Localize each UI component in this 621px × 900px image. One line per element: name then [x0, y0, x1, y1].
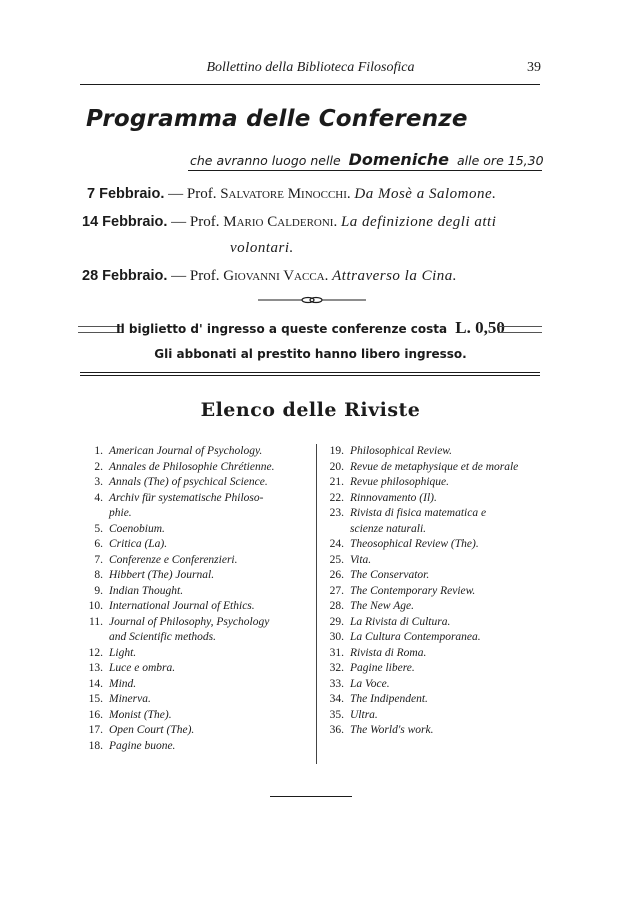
journal-title-cont: scienze naturali. — [350, 522, 427, 535]
journal-title: Hibbert (The) Journal. — [109, 569, 215, 581]
journal-item — [329, 692, 550, 708]
journal-number: 5. — [94, 522, 103, 535]
ticket-text: Il biglietto d' ingresso a queste conferenze costa — [116, 322, 448, 336]
journal-number: 30. — [329, 631, 344, 643]
journal-title: La Cultura Contemporanea. — [350, 631, 481, 643]
journal-item — [329, 553, 550, 569]
journal-number: 34. — [329, 693, 344, 705]
page-number: 39 — [527, 60, 541, 75]
journal-title: Open Court (The). — [109, 724, 195, 736]
event-title: Attraverso la Cina. — [332, 268, 458, 284]
journal-number: 31. — [329, 646, 344, 659]
journal-title: The Conservator. — [350, 569, 430, 581]
journal-title: The Contemporary Review. — [350, 584, 476, 597]
event-dash: — Prof. — [168, 186, 217, 202]
journal-title: Annales de Philosophie Chrétienne. — [109, 460, 275, 473]
subtitle-post: alle ore 15,30 — [457, 153, 544, 168]
journal-item — [88, 646, 309, 662]
footer-rule — [270, 796, 352, 797]
journal-title: La Voce. — [350, 677, 390, 690]
journal-item — [94, 537, 309, 553]
journal-number: 29. — [329, 615, 344, 628]
journal-number: 10. — [88, 600, 103, 612]
event-speaker: Salvatore Minocchi. — [220, 186, 351, 202]
journal-number: 26. — [329, 569, 344, 581]
journal-number: 4. — [94, 491, 103, 504]
journal-number: 27. — [329, 584, 344, 597]
journal-title: Journal of Philosophy, Psychology — [109, 615, 270, 628]
event-dash: — Prof. — [171, 268, 220, 284]
journal-title: Coenobium. — [109, 522, 165, 535]
journal-item — [94, 460, 309, 476]
journal-number: 19. — [329, 445, 344, 457]
journal-item — [89, 615, 309, 631]
journal-item — [329, 460, 550, 476]
journal-item — [94, 491, 309, 507]
journal-number: 17. — [88, 724, 103, 736]
column-divider — [316, 444, 317, 764]
subtitle-rule — [188, 170, 542, 171]
journal-title: Mind. — [109, 677, 137, 690]
journal-title: Vita. — [350, 553, 372, 566]
journal-number: 35. — [329, 708, 344, 721]
journal-title: Revue de metaphysique et de morale — [350, 460, 519, 473]
journal-number: 8. — [94, 569, 103, 581]
journal-number: 23. — [329, 507, 344, 519]
journal-item — [94, 475, 309, 491]
journal-item — [329, 677, 550, 693]
journal-number: 18. — [88, 739, 103, 752]
journal-number: 14. — [88, 677, 103, 690]
journal-title: Critica (La). — [109, 538, 168, 550]
journal-number: 21. — [329, 476, 344, 488]
event-row — [82, 268, 457, 285]
journal-list-right — [329, 444, 550, 739]
journal-number: 20. — [329, 460, 344, 473]
event-row — [82, 214, 496, 231]
journal-number: 25. — [329, 553, 344, 566]
journal-title: The New Age. — [350, 600, 414, 612]
journal-item — [329, 615, 550, 631]
journal-title: Monist (The). — [109, 708, 172, 721]
journal-item — [88, 723, 309, 739]
journal-item-continued — [109, 630, 309, 646]
ornament-divider — [258, 296, 366, 304]
journal-number: 12. — [88, 646, 103, 659]
journal-number: 32. — [329, 662, 344, 674]
journal-item — [94, 584, 309, 600]
journal-title: La Rivista di Cultura. — [350, 615, 451, 628]
journal-number: 22. — [329, 491, 344, 504]
subtitle-day: Domeniche — [348, 150, 450, 169]
journal-item — [329, 491, 550, 507]
journal-number: 16. — [88, 708, 103, 721]
journal-title-cont: phie. — [109, 507, 132, 519]
journal-item — [329, 630, 550, 646]
journal-number: 2. — [94, 460, 103, 473]
journal-item — [329, 584, 550, 600]
journal-item — [94, 568, 309, 584]
journal-title: Rinnovamento (Il). — [350, 491, 437, 504]
journal-item — [88, 708, 309, 724]
journal-item — [329, 708, 550, 724]
journal-item — [94, 522, 309, 538]
ticket-right-decor — [498, 326, 542, 333]
journal-title: Light. — [109, 646, 137, 659]
journal-item — [329, 537, 550, 553]
journal-item — [329, 506, 550, 522]
event-speaker: Giovanni Vacca. — [223, 268, 329, 284]
programma-subtitle — [190, 150, 544, 169]
section-double-rule — [80, 372, 540, 376]
journal-item — [329, 646, 550, 662]
journal-item — [88, 661, 309, 677]
journal-title: The Indipendent. — [350, 693, 428, 705]
journal-number: 24. — [329, 538, 344, 550]
event-date: 7 Febbraio. — [87, 186, 165, 202]
journal-title: Indian Thought. — [109, 584, 184, 597]
journal-item — [329, 661, 550, 677]
journal-title: The World's work. — [350, 724, 434, 736]
journal-title: Rivista di Roma. — [350, 646, 427, 659]
journal-title: Annals (The) of psychical Science. — [109, 476, 268, 488]
journal-title-cont: and Scientific methods. — [109, 631, 216, 643]
journal-number: 36. — [329, 724, 344, 736]
journal-title: Conferenze e Conferenzieri. — [109, 553, 238, 566]
journal-item — [88, 739, 309, 755]
journal-item — [329, 444, 550, 460]
event-dash: — Prof. — [171, 214, 220, 230]
journal-title: Pagine libere. — [350, 662, 415, 674]
journal-title: Luce e ombra. — [109, 662, 176, 674]
journal-number: 6. — [94, 538, 103, 550]
journal-number: 11. — [89, 615, 103, 628]
event-date: 14 Febbraio. — [82, 214, 168, 230]
journal-item — [88, 677, 309, 693]
journal-number: 13. — [88, 662, 103, 674]
journal-item-continued — [109, 506, 309, 522]
journal-list-left — [88, 444, 309, 754]
journal-item — [88, 692, 309, 708]
journal-number: 33. — [329, 677, 344, 690]
journal-title: Pagine buone. — [109, 739, 176, 752]
journal-title: Minerva. — [109, 693, 151, 705]
journal-item — [88, 599, 309, 615]
journal-number: 28. — [329, 600, 344, 612]
journal-item — [329, 568, 550, 584]
subscribers-note: Gli abbonati al prestito hanno libero ingresso. — [154, 347, 467, 361]
event-title: La definizione degli atti — [340, 214, 497, 230]
event-date: 28 Febbraio. — [82, 268, 168, 284]
journal-title: American Journal of Psychology. — [109, 445, 263, 457]
running-title: Bollettino della Biblioteca Filosofica — [206, 60, 415, 75]
journal-title: Philosophical Review. — [350, 445, 452, 457]
journal-title: Theosophical Review (The). — [350, 538, 479, 550]
subtitle-pre: che avranno luogo nelle — [190, 153, 341, 168]
journal-number: 1. — [94, 445, 103, 457]
journal-title: Ultra. — [350, 708, 378, 721]
journal-title: Archiv für systematische Philoso- — [109, 491, 264, 504]
journal-number: 3. — [94, 476, 103, 488]
journal-item — [94, 553, 309, 569]
programma-heading: Programma delle Conferenze — [86, 106, 468, 132]
ticket-price: L. 0,50 — [455, 318, 505, 337]
event-title-continued — [230, 240, 294, 257]
event-row — [87, 186, 496, 203]
journal-item-continued — [350, 522, 550, 538]
journal-title: Rivista di fisica matematica e — [350, 507, 487, 519]
journal-item — [329, 723, 550, 739]
header-rule — [80, 84, 540, 85]
journal-title: International Journal of Ethics. — [109, 600, 255, 612]
journal-item — [329, 475, 550, 491]
journal-item — [329, 599, 550, 615]
journal-title: Revue philosophique. — [350, 476, 450, 488]
elenco-heading: Elenco delle Riviste — [200, 399, 421, 421]
event-title: Da Mosè a Salomone. — [354, 186, 497, 202]
event-title-cont: volontari. — [230, 240, 294, 256]
journal-number: 15. — [88, 693, 103, 705]
journal-item — [94, 444, 309, 460]
journal-number: 9. — [94, 584, 103, 597]
event-speaker: Mario Calderoni. — [223, 214, 338, 230]
journal-number: 7. — [94, 553, 103, 566]
